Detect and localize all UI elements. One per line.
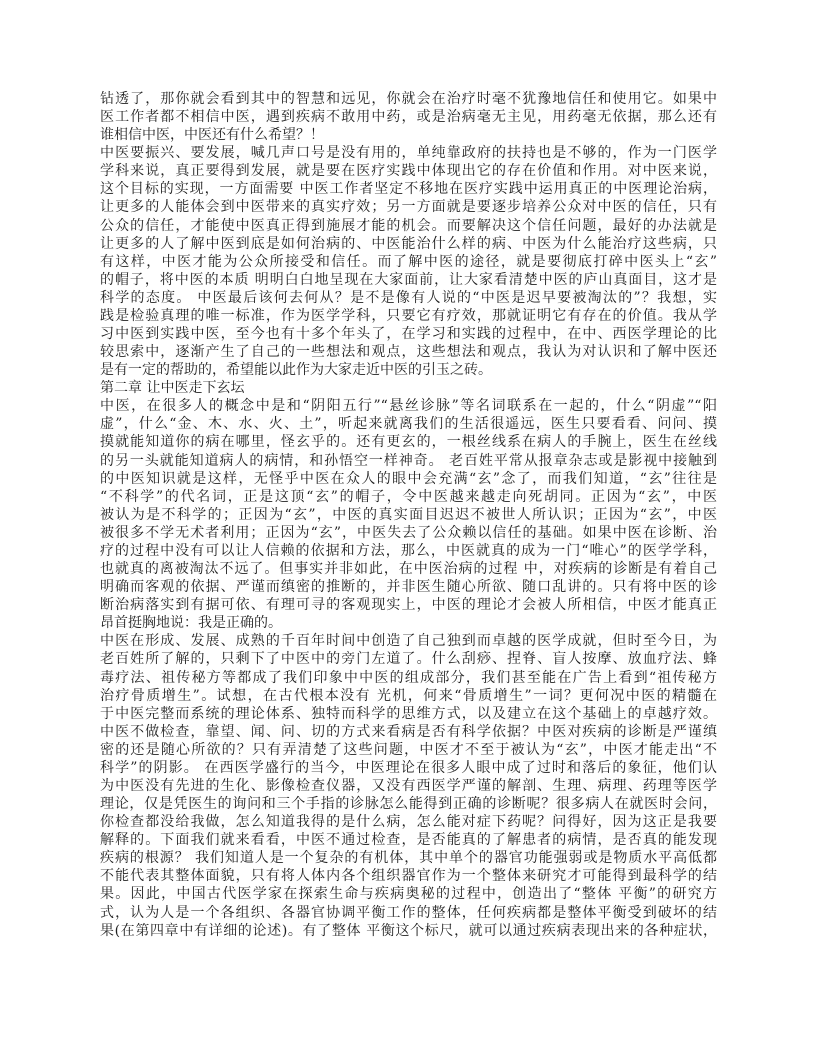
text-line: 摸就能知道你的病在哪里，怪玄乎的。还有更玄的，一根丝线系在病人的手腕上，医生在丝线 bbox=[100, 434, 717, 451]
text-line: 不能代表其整体面貌，只有将人体内各个组织器官作为一个整体来研究才可能得到最科学的结 bbox=[100, 868, 717, 885]
chapter-heading-line: 第二章 让中医走下玄坛 bbox=[100, 380, 245, 397]
text-line: 的另一头就能知道病人的病情，和孙悟空一样神奇。 老百姓平常从报章杂志或是影视中接触到 bbox=[100, 452, 717, 469]
text-line: 较思索中，逐渐产生了自己的一些想法和观点，这些想法和观点，我认为对认识和了解中医还 bbox=[100, 344, 717, 361]
text-line: 这个目标的实现，一方面需要 中医工作者坚定不移地在医疗实践中运用真正的中医理论治病， bbox=[100, 181, 717, 198]
text-line: 老百姓所了解的，只剩下了中医中的旁门左道了。什么刮痧、捏脊、盲人按摩、放血疗法、蜂 bbox=[100, 651, 717, 668]
text-line: 为中医没有先进的生化、影像检查仪器，又没有西医学严谨的解剖、生理、病理、药理等医学 bbox=[100, 777, 717, 794]
text-line: 理论，仅是凭医生的询问和三个手指的诊脉怎么能得到正确的诊断呢？很多病人在就医时会问， bbox=[100, 796, 717, 813]
text-line: 中医在形成、发展、成熟的千百年时间中创造了自己独到而卓越的医学成就，但时至今日，为 bbox=[100, 633, 717, 650]
text-line: 中医不做检查，靠望、闻、问、切的方式来看病是否有科学依据？中医对疾病的诊断是严谨缜 bbox=[100, 723, 717, 740]
text-line: 也就真的离被淘汰不远了。但事实并非如此，在中医治病的过程 中，对疾病的诊断是有着自己 bbox=[100, 561, 717, 578]
text-line: 医工作者都不相信中医，遇到疾病不敢用中药，或是治病毫无主见，用药毫无依据，那么还有 bbox=[100, 109, 717, 126]
text-line: 于中医完整而系统的理论体系、独特而科学的思维方式，以及建立在这个基础上的卓越疗效。 bbox=[100, 705, 717, 722]
text-line: 谁相信中医，中医还有什么希望？！ bbox=[100, 127, 324, 144]
text-line: 科学的态度。 中医最后该何去何从？是不是像有人说的“中医是迟早要被淘汰的”？我想，实 bbox=[100, 289, 717, 306]
text-line: 践是检验真理的唯一标准，作为医学学科，只要它有疗效，那就证明它有存在的价值。我从学 bbox=[100, 307, 717, 324]
text-line: 断治病落实到有据可依、有理可寻的客观现实上，中医的理论才会被人所相信，中医才能真正 bbox=[100, 597, 717, 614]
text-line: 习中医到实践中医，至今也有十多个年头了，在学习和实践的过程中，在中、西医学理论的比 bbox=[100, 326, 717, 343]
text-line: 昂首挺胸地说：我是正确的。 bbox=[100, 615, 282, 632]
text-line: 解释的。下面我们就来看看，中医不通过检查，是否能真的了解患者的病情，是否真的能发现 bbox=[100, 832, 717, 849]
text-line: 的帽子，将中医的本质 明明白白地呈现在大家面前，让大家看清楚中医的庐山真面目，这才是 bbox=[100, 271, 717, 288]
text-line: 果(在第四章中有详细的论述)。有了整体 平衡这个标尺，就可以通过疾病表现出来的各种症状， bbox=[100, 922, 717, 939]
text-line: 科学”的阴影。 在西医学盛行的当今，中医理论在很多人眼中成了过时和落后的象征，他们认 bbox=[100, 759, 717, 776]
text-line: 式，认为人是一个各组织、各器官协调平衡工作的整体，任何疾病都是整体平衡受到破坏的结 bbox=[100, 904, 717, 921]
text-line: 让更多的人能体会到中医带来的真实疗效；另一方面就是要逐步培养公众对中医的信任，只有 bbox=[100, 199, 717, 216]
text-line: 学科来说，真正要得到发展，就是要在医疗实践中体现出它的存在价值和作用。对中医来说， bbox=[100, 163, 717, 180]
text-line: 毒疗法、祖传秘方等都成了我们印象中中医的组成部分，我们甚至能在广告上看到“祖传秘方 bbox=[100, 669, 717, 686]
text-line: 钻透了，那你就会看到其中的智慧和远见，你就会在治疗时毫不犹豫地信任和使用它。如果中 bbox=[100, 91, 717, 107]
text-line: 是有一定的帮助的，希望能以此作为大家走近中医的引玉之砖。 bbox=[100, 362, 492, 379]
text-line: 公众的信任，才能使中医真正得到施展才能的机会。而要解决这个信任问题，最好的办法就是 bbox=[100, 217, 717, 234]
text-line: 你检查都没给我做，怎么知道我得的是什么病，怎么能对症下药呢？问得好，因为这正是我要 bbox=[100, 814, 717, 831]
text-line: 治疗骨质增生”。试想，在古代根本没有 光机，何来“骨质增生”一词？更何况中医的精髓在 bbox=[100, 687, 717, 704]
text-line: 明确而客观的依据、严谨而缜密的推断的，并非医生随心所欲、随口乱讲的。只有将中医的诊 bbox=[100, 579, 717, 596]
text-line: 让更多的人了解中医到底是如何治病的、中医能治什么样的病、中医为什么能治疗这些病，只 bbox=[100, 235, 717, 252]
text-line: 密的还是随心所欲的？只有弄清楚了这些问题，中医才不至于被认为“玄”，中医才能走出“不 bbox=[100, 741, 717, 758]
text-line: 虚”，什么“金、木、水、火、土”，听起来就离我们的生活很遥远，医生只要看看、问问、摸 bbox=[100, 416, 717, 433]
document-text bbox=[100, 90, 717, 940]
text-line: 的中医知识就是这样，无怪乎中医在众人的眼中会充满“玄”念了，而我们知道，“玄”往往是 bbox=[100, 470, 717, 487]
text-line: 疾病的根源？ 我们知道人是一个复杂的有机体，其中单个的器官功能强弱或是物质水平高低都 bbox=[100, 850, 717, 867]
text-line: 疗的过程中没有可以让人信赖的依据和方法，那么，中医就真的成为一门“唯心”的医学学科， bbox=[100, 542, 717, 559]
text-line: 果。因此，中国古代医学家在探索生命与疾病奥秘的过程中，创造出了“整体 平衡”的研究方 bbox=[100, 886, 717, 903]
text-line: 有这样，中医才能为公众所接受和信任。而了解中医的途径，就是要彻底打碎中医头上“玄” bbox=[100, 253, 717, 270]
text-line: 被很多不学无术者利用；正因为“玄”，中医失去了公众赖以信任的基础。如果中医在诊断、治 bbox=[100, 524, 717, 541]
text-line: 中医要振兴、要发展，喊几声口号是没有用的，单纯靠政府的扶持也是不够的，作为一门医学 bbox=[100, 145, 717, 162]
text-line: “不科学”的代名词，正是这顶“玄”的帽子，令中医越来越走向死胡同。正因为“玄”，中医 bbox=[100, 488, 717, 505]
text-line: 中医，在很多人的概念中是和“阴阳五行”“悬丝诊脉”等名词联系在一起的，什么“阴虚”“阳 bbox=[100, 398, 717, 415]
text-line: 被认为是不科学的；正因为“玄”，中医的真实面目迟迟不被世人所认识；正因为“玄”，中医 bbox=[100, 506, 717, 523]
